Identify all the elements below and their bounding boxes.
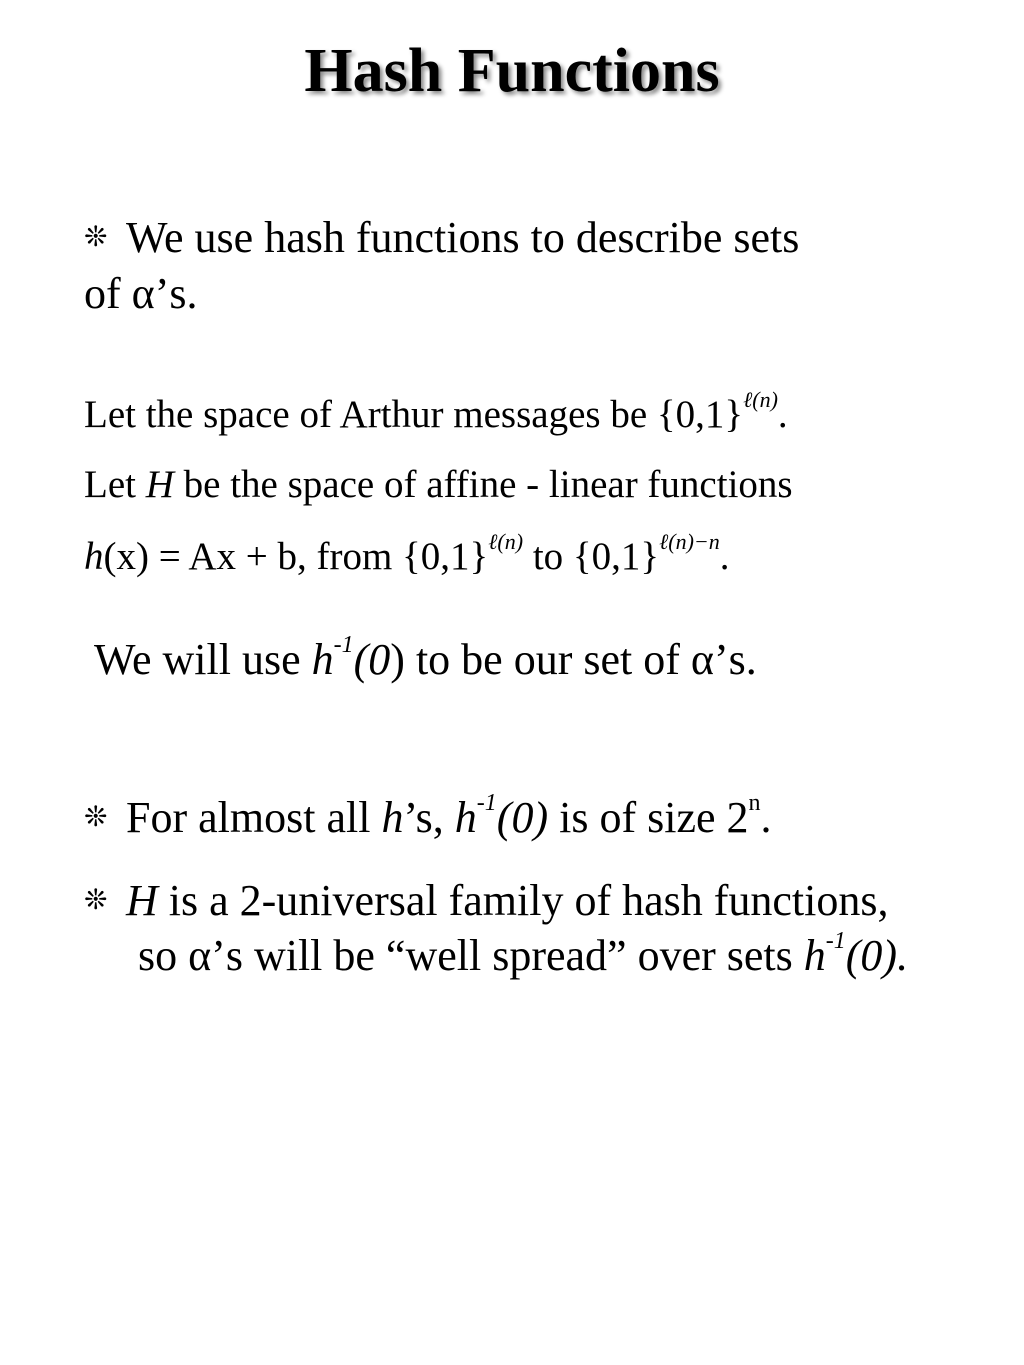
b2-h2: h [454, 793, 477, 842]
slide-title: Hash Functions [304, 37, 720, 105]
b2-h: h [381, 793, 404, 842]
def2-pre: Let [84, 463, 146, 506]
use-h: h [311, 635, 334, 684]
definition-line-1 [84, 387, 788, 437]
b3-line2: so α’s will be “well spread” over sets [138, 931, 804, 980]
b2-mid: ’s, [403, 793, 455, 842]
use-sup: -1 [333, 632, 354, 658]
use-pre: We will use [94, 635, 312, 684]
intro-line-1 [84, 212, 799, 263]
intro-line-2: of α’s. [84, 269, 198, 318]
def1-end: . [777, 393, 788, 436]
b3-sup: -1 [825, 928, 846, 954]
definition-line-2 [84, 462, 793, 507]
b2-pow: n [748, 790, 761, 816]
b2-arg: (0) [496, 793, 549, 842]
def3-end: . [719, 535, 730, 578]
def1-exponent: ℓ(n) [743, 387, 778, 412]
b3-arg: (0). [845, 931, 909, 980]
b2-post: is of size 2 [548, 793, 749, 842]
bullet-star-icon: ❊ [84, 222, 108, 253]
intro-text-1: We use hash functions to describe sets [126, 213, 800, 262]
bullet-3-line-1 [84, 875, 889, 926]
b3-var: H [126, 876, 158, 925]
use-line [94, 634, 757, 685]
def2-var: H [145, 463, 174, 506]
b2-sup: -1 [476, 790, 497, 816]
definition-line-3 [84, 529, 730, 579]
def3-eq: (x) = Ax + b, from {0,1} [103, 535, 489, 578]
def3-exp2: ℓ(n)−n [659, 529, 720, 554]
bullet-star-icon: ❊ [84, 885, 108, 916]
b3-h: h [803, 931, 826, 980]
bullet-3-line-2 [138, 930, 908, 981]
use-arg: (0 [353, 635, 391, 684]
bullet-2-line [84, 792, 772, 843]
bullet-star-icon: ❊ [84, 802, 108, 833]
b2-end: . [760, 793, 772, 842]
b3-line1: is a 2-universal family of hash functions, [157, 876, 889, 925]
def2-post: be the space of affine - linear functions [173, 463, 793, 506]
def3-mid: to {0,1} [523, 535, 660, 578]
b2-pre: For almost all [126, 793, 382, 842]
def3-exp1: ℓ(n) [488, 529, 524, 554]
def3-h: h [84, 535, 104, 578]
use-post: ) to be our set of α’s. [390, 635, 757, 684]
def1-text: Let the space of Arthur messages be {0,1} [84, 393, 744, 436]
